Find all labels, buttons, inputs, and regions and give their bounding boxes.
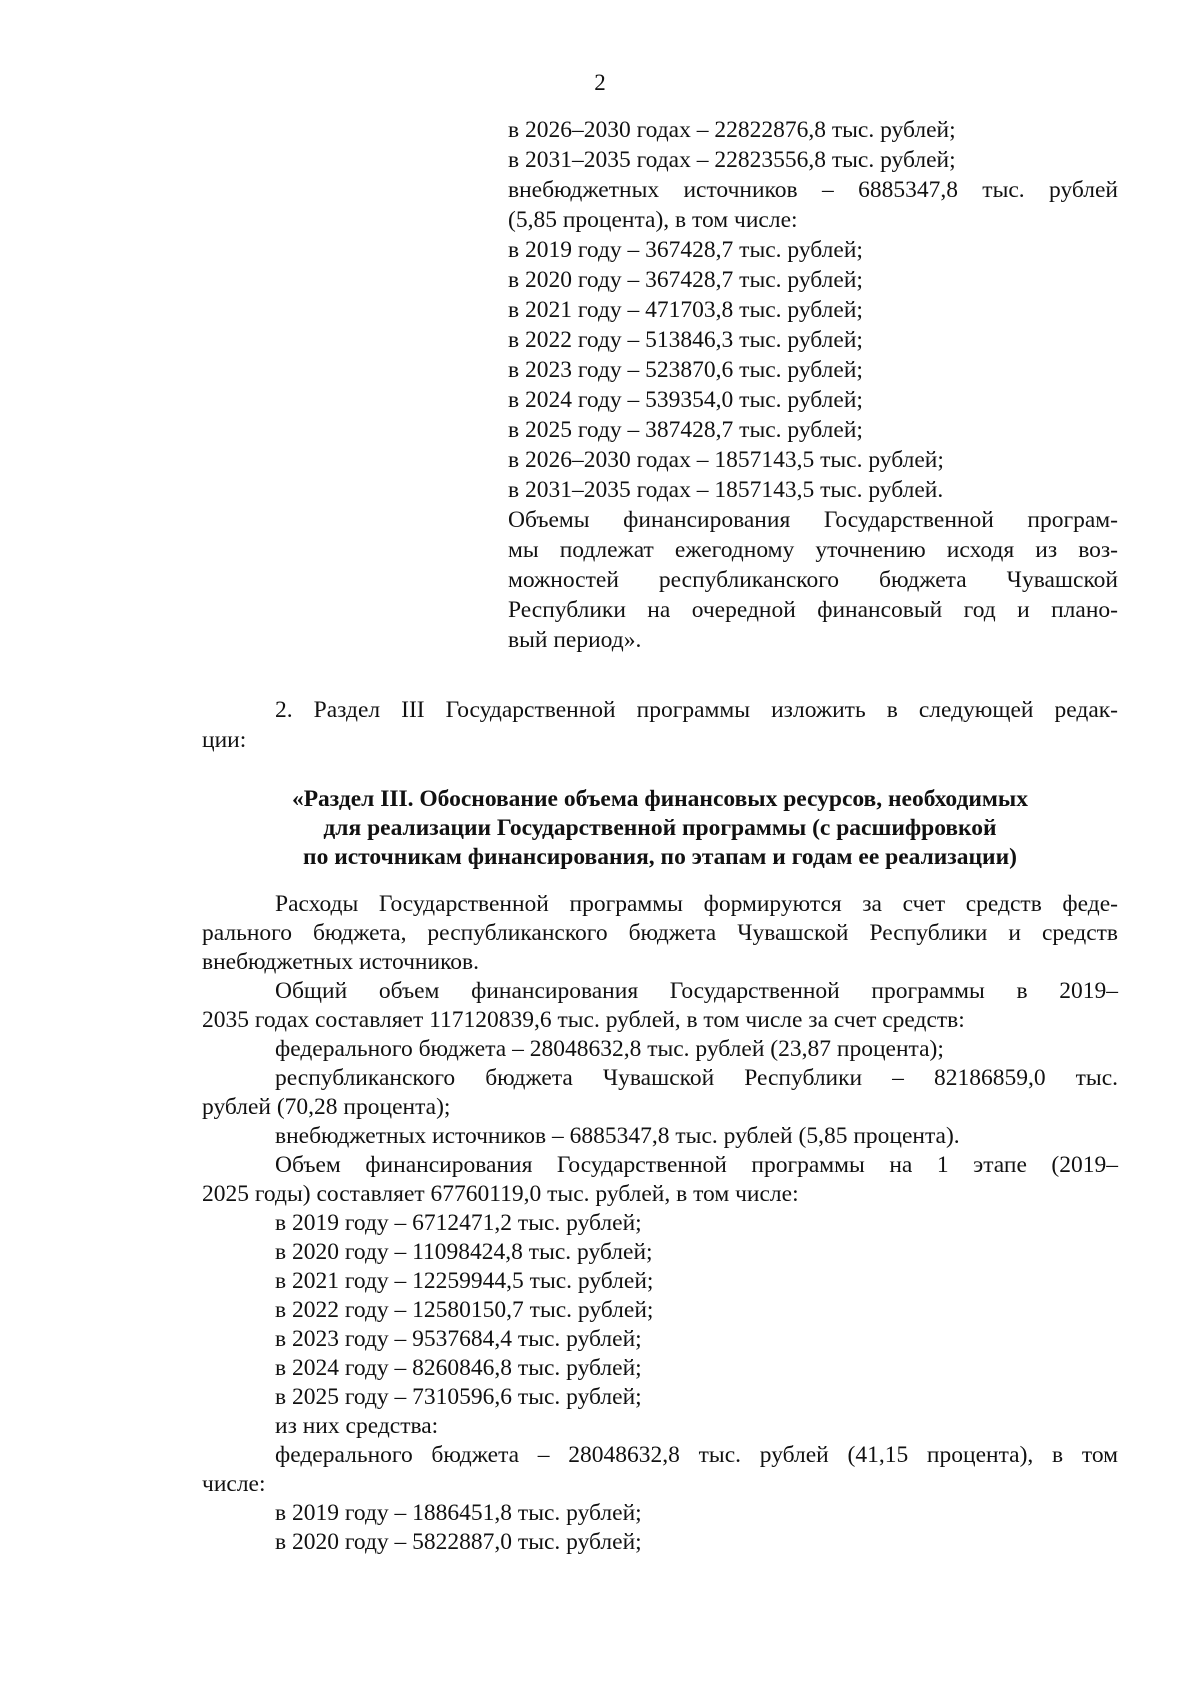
text-line: республиканского бюджета Чувашской Республики – 82186859,0 тыс. — [275, 1065, 1118, 1091]
item-2-paragraph — [202, 695, 1118, 755]
text-line: в 2021 году – 471703,8 тыс. рублей; — [508, 297, 863, 323]
text-line: рублей (70,28 процента); — [202, 1094, 451, 1120]
text-line: ции: — [202, 727, 247, 753]
text-line: в 2022 году – 12580150,7 тыс. рублей; — [275, 1297, 654, 1323]
text-line: в 2021 году – 12259944,5 тыс. рублей; — [275, 1268, 654, 1294]
text-line: в 2031–2035 годах – 1857143,5 тыс. рублей. — [508, 477, 944, 503]
text-line: внебюджетных источников – 6885347,8 тыс. рублей (5,85 процента). — [275, 1123, 960, 1149]
text-line: (5,85 процента), в том числе: — [508, 207, 798, 233]
text-line: внебюджетных источников. — [202, 949, 480, 975]
text-line: федерального бюджета – 28048632,8 тыс. рублей (23,87 процента); — [275, 1036, 944, 1062]
text-line: Объем финансирования Государственной программы на 1 этапе (2019– — [275, 1152, 1118, 1178]
text-line: Республики на очередной финансовый год и плано- — [508, 597, 1118, 623]
text-line: в 2025 году – 7310596,6 тыс. рублей; — [275, 1384, 642, 1410]
text-line: федерального бюджета – 28048632,8 тыс. рублей (41,15 процента), в том — [275, 1442, 1118, 1468]
text-line: в 2024 году – 539354,0 тыс. рублей; — [508, 387, 863, 413]
section-body — [202, 890, 1118, 1557]
text-line: в 2023 году – 9537684,4 тыс. рублей; — [275, 1326, 642, 1352]
text-line: в 2019 году – 367428,7 тыс. рублей; — [508, 237, 863, 263]
text-line: можностей республиканского бюджета Чувашской — [508, 567, 1118, 593]
passport-continuation-block — [508, 115, 1118, 655]
text-line: в 2025 году – 387428,7 тыс. рублей; — [508, 417, 863, 443]
text-line: в 2031–2035 годах – 22823556,8 тыс. рублей; — [508, 147, 956, 173]
text-line: 2035 годах составляет 117120839,6 тыс. рублей, в том числе за счет средств: — [202, 1007, 965, 1033]
text-line: Общий объем финансирования Государственной программы в 2019– — [275, 978, 1118, 1004]
text-line: в 2019 году – 1886451,8 тыс. рублей; — [275, 1500, 642, 1526]
text-line: вый период». — [508, 627, 642, 653]
text-line: 2. Раздел III Государственной программы изложить в следующей редак- — [275, 697, 1118, 723]
text-line: в 2024 году – 8260846,8 тыс. рублей; — [275, 1355, 642, 1381]
text-line: в 2023 году – 523870,6 тыс. рублей; — [508, 357, 863, 383]
text-line: в 2020 году – 11098424,8 тыс. рублей; — [275, 1239, 653, 1265]
text-line: мы подлежат ежегодному уточнению исходя из воз- — [508, 537, 1118, 563]
text-line: из них средства: — [275, 1413, 439, 1439]
text-line: внебюджетных источников – 6885347,8 тыс. рублей — [508, 177, 1118, 203]
page-number: 2 — [594, 70, 606, 95]
text-line: Объемы финансирования Государственной програм- — [508, 507, 1118, 533]
heading-line: для реализации Государственной программы (с расшифровкой — [323, 815, 997, 841]
text-line: 2025 годы) составляет 67760119,0 тыс. рублей, в том числе: — [202, 1181, 799, 1207]
text-line: в 2022 году – 513846,3 тыс. рублей; — [508, 327, 863, 353]
text-line: в 2026–2030 годах – 22822876,8 тыс. рублей; — [508, 117, 956, 143]
section-heading — [202, 785, 1118, 872]
text-line: в 2020 году – 367428,7 тыс. рублей; — [508, 267, 863, 293]
text-line: в 2026–2030 годах – 1857143,5 тыс. рублей; — [508, 447, 944, 473]
heading-line: по источникам финансирования, по этапам и годам ее реализации) — [303, 844, 1017, 870]
text-line: Расходы Государственной программы формируются за счет средств феде- — [275, 891, 1118, 917]
text-line: в 2020 году – 5822887,0 тыс. рублей; — [275, 1529, 642, 1555]
text-line: числе: — [202, 1471, 266, 1497]
heading-line: «Раздел III. Обоснование объема финансовых ресурсов, необходимых — [291, 786, 1029, 812]
text-line: рального бюджета, республиканского бюджета Чувашской Республики и средств — [202, 920, 1118, 946]
text-line: в 2019 году – 6712471,2 тыс. рублей; — [275, 1210, 642, 1236]
